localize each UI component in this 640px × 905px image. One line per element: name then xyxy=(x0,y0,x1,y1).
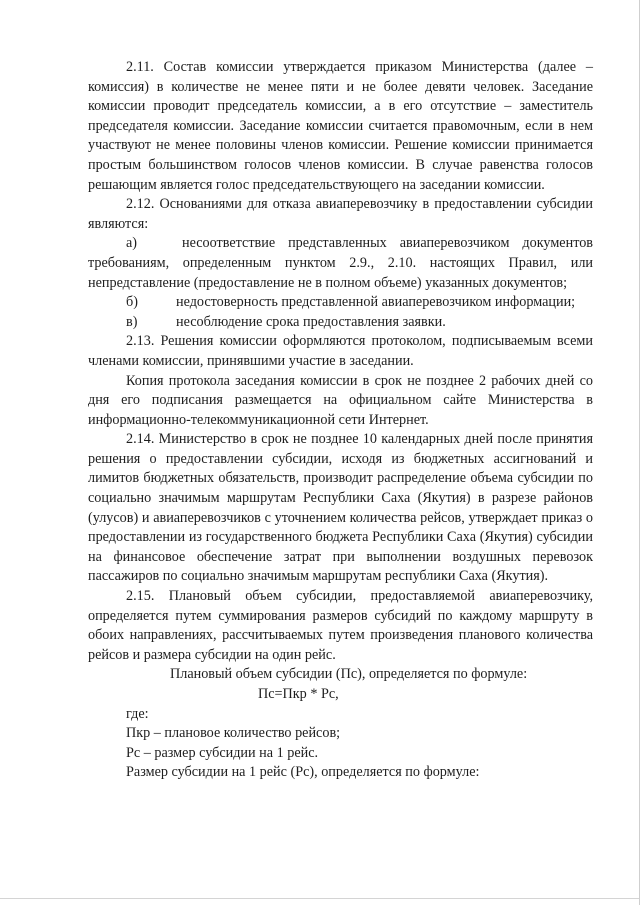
definition-pkr: Пкр – плановое количество рейсов; xyxy=(126,725,341,742)
paragraph-2-14: 2.14. Министерство в срок не позднее 10 календарных дней после принятия решения о предоставлении субсидии, исходя из бюджетных ассигнований и лимитов бюджетных обязательств, производит распределение объема субсидии по социально значимым маршрутам Республики Саха (Якутия) в разрезе районов (улусов) и авиаперевозчиков с уточнением количества рейсов, утверждает приказ о предоставлении из государственного бюджета Республики Саха (Якутия) субсидии на финансовое обеспечение затрат при выполнении воздушных перевозок пассажиров по социально значимым маршрутам республики Саха (Якутия). xyxy=(88,431,593,585)
formula-1-intro: Плановый объем субсидии (Пс), определяется по формуле: xyxy=(170,666,528,683)
list-marker-b: б) xyxy=(126,294,138,311)
paragraph-2-11: 2.11. Состав комиссии утверждается приказом Министерства (далее – комиссия) в количестве не менее пяти и не более девяти человек. Заседание комиссии проводит председатель комиссии, а в его отсутствие – заместитель председателя комиссии. Заседание комиссии считается правомочным, если в нем участвуют не менее половины членов комиссии. Решение комиссии принимается простым большинством голосов членов комиссии. В случае равенства голосов решающим является голос председательствующего на заседании комиссии. xyxy=(88,59,593,193)
list-text-v: несоблюдение срока предоставления заявки. xyxy=(176,313,446,330)
list-item-v xyxy=(88,313,593,333)
list-marker-a: а) xyxy=(126,235,138,252)
list-marker-v: в) xyxy=(126,313,138,330)
formula-1: Пс=Пкр * Рс, xyxy=(258,686,339,702)
paragraph-2-15: 2.15. Плановый объем субсидии, предоставляемой авиаперевозчику, определяется путем суммирования размеров субсидий по каждому маршруту в обоих направлениях, рассчитываемых путем произведения планового количества рейсов и размера субсидии на один рейс. xyxy=(88,588,593,663)
list-text-a: несоответствие представленных авиаперевозчиком документов требованиям, определенным пунктом 2.9., 2.10. настоящих Правил, или непредставление (предоставление не в полном объеме) указанных документов; xyxy=(88,235,593,291)
list-text-b: недостоверность представленной авиаперевозчиком информации; xyxy=(176,294,576,311)
where-label: где: xyxy=(126,705,149,722)
paragraph-2-13: 2.13. Решения комиссии оформляются протоколом, подписываемым всеми членами комиссии, принявшими участие в заседании. xyxy=(88,333,593,369)
list-item-b xyxy=(88,293,593,313)
definition-rs: Рс – размер субсидии на 1 рейс. xyxy=(126,744,319,761)
paragraph-2-12: 2.12. Основаниями для отказа авиаперевозчику в предоставлении субсидии являются: xyxy=(88,196,593,232)
paragraph-protocol-copy: Копия протокола заседания комиссии в срок не позднее 2 рабочих дней со дня его подписания размещается на официальном сайте Министерства в информационно-телекоммуникационной сети Интернет. xyxy=(88,372,593,428)
formula-2-intro: Размер субсидии на 1 рейс (Рс), определяется по формуле: xyxy=(126,764,480,781)
list-item-a xyxy=(88,234,593,293)
